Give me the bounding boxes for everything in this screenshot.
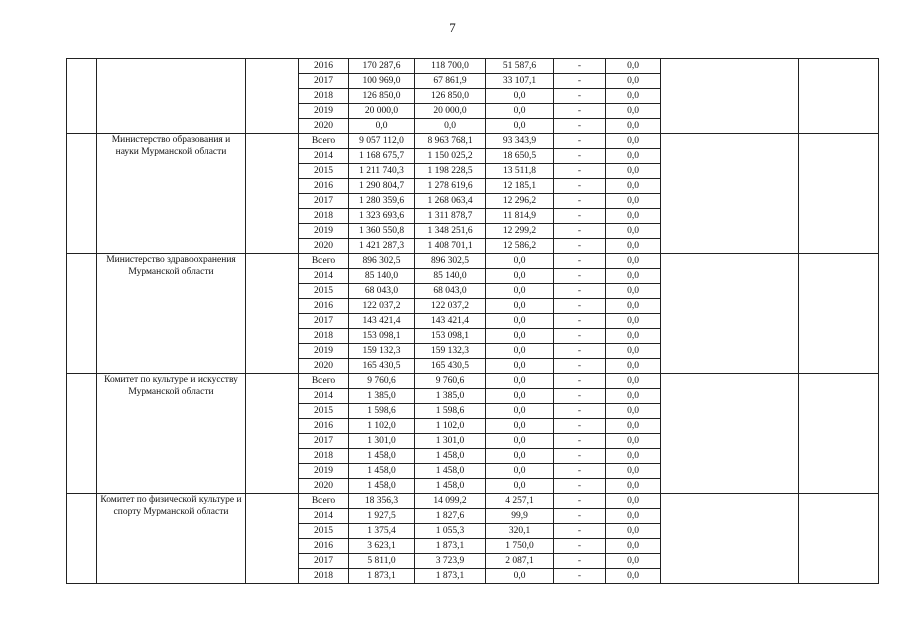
table-row	[67, 134, 879, 149]
other-sources-cell: 0,0	[606, 119, 661, 134]
year-cell: 2017	[299, 74, 349, 89]
regional-budget-cell: 85 140,0	[415, 269, 486, 284]
source-cell	[246, 494, 299, 584]
other-sources-cell: 0,0	[606, 539, 661, 554]
federal-budget-cell: 0,0	[486, 269, 554, 284]
federal-budget-cell: 0,0	[486, 374, 554, 389]
federal-budget-cell: 0,0	[486, 479, 554, 494]
regional-budget-cell: 1 102,0	[415, 419, 486, 434]
federal-budget-cell: 0,0	[486, 569, 554, 584]
regional-budget-cell: 68 043,0	[415, 284, 486, 299]
regional-budget-cell: 1 348 251,6	[415, 224, 486, 239]
total-cell: 1 927,5	[349, 509, 415, 524]
year-cell: 2014	[299, 149, 349, 164]
local-budget-cell: -	[554, 254, 606, 269]
other-sources-cell: 0,0	[606, 314, 661, 329]
federal-budget-cell: 12 185,1	[486, 179, 554, 194]
page-number: 7	[449, 20, 456, 35]
other-sources-cell: 0,0	[606, 269, 661, 284]
total-cell: 170 287,6	[349, 59, 415, 74]
federal-budget-cell: 33 107,1	[486, 74, 554, 89]
year-cell: 2016	[299, 59, 349, 74]
federal-budget-cell: 0,0	[486, 464, 554, 479]
local-budget-cell: -	[554, 59, 606, 74]
total-cell: 1 360 550,8	[349, 224, 415, 239]
other-sources-cell: 0,0	[606, 569, 661, 584]
federal-budget-cell: 0,0	[486, 284, 554, 299]
local-budget-cell: -	[554, 299, 606, 314]
federal-budget-cell: 99,9	[486, 509, 554, 524]
regional-budget-cell: 14 099,2	[415, 494, 486, 509]
regional-budget-cell: 1 873,1	[415, 569, 486, 584]
year-cell: 2017	[299, 554, 349, 569]
other-sources-cell: 0,0	[606, 509, 661, 524]
year-cell: 2016	[299, 299, 349, 314]
result-cell	[799, 494, 879, 584]
executor-name-cell: Министерство образования и науки Мурманской области	[97, 134, 246, 254]
regional-budget-cell: 1 458,0	[415, 464, 486, 479]
federal-budget-cell: 0,0	[486, 299, 554, 314]
regional-budget-cell: 1 598,6	[415, 404, 486, 419]
federal-budget-cell: 0,0	[486, 254, 554, 269]
year-cell: 2015	[299, 524, 349, 539]
other-sources-cell: 0,0	[606, 104, 661, 119]
total-cell: 18 356,3	[349, 494, 415, 509]
regional-budget-cell: 1 458,0	[415, 449, 486, 464]
regional-budget-cell: 1 301,0	[415, 434, 486, 449]
table-row	[67, 374, 879, 389]
federal-budget-cell: 4 257,1	[486, 494, 554, 509]
other-sources-cell: 0,0	[606, 74, 661, 89]
year-cell: 2018	[299, 569, 349, 584]
local-budget-cell: -	[554, 479, 606, 494]
table-row	[67, 59, 879, 74]
source-cell	[246, 134, 299, 254]
total-cell: 68 043,0	[349, 284, 415, 299]
table-row	[67, 494, 879, 509]
other-sources-cell: 0,0	[606, 374, 661, 389]
result-cell	[799, 134, 879, 254]
local-budget-cell: -	[554, 89, 606, 104]
local-budget-cell: -	[554, 569, 606, 584]
total-cell: 1 375,4	[349, 524, 415, 539]
indicator-cell	[661, 254, 799, 374]
result-cell	[799, 374, 879, 494]
local-budget-cell: -	[554, 449, 606, 464]
federal-budget-cell: 51 587,6	[486, 59, 554, 74]
row-number-cell	[67, 134, 97, 254]
local-budget-cell: -	[554, 374, 606, 389]
federal-budget-cell: 0,0	[486, 89, 554, 104]
other-sources-cell: 0,0	[606, 254, 661, 269]
total-cell: 153 098,1	[349, 329, 415, 344]
other-sources-cell: 0,0	[606, 344, 661, 359]
executor-name-cell: Комитет по физической культуре и спорту Мурманской области	[97, 494, 246, 584]
total-cell: 159 132,3	[349, 344, 415, 359]
year-cell: 2014	[299, 269, 349, 284]
total-cell: 20 000,0	[349, 104, 415, 119]
local-budget-cell: -	[554, 494, 606, 509]
total-cell: 1 290 804,7	[349, 179, 415, 194]
federal-budget-cell: 18 650,5	[486, 149, 554, 164]
total-cell: 85 140,0	[349, 269, 415, 284]
federal-budget-cell: 12 296,2	[486, 194, 554, 209]
regional-budget-cell: 165 430,5	[415, 359, 486, 374]
other-sources-cell: 0,0	[606, 359, 661, 374]
regional-budget-cell: 1 408 701,1	[415, 239, 486, 254]
year-cell: 2015	[299, 284, 349, 299]
federal-budget-cell: 1 750,0	[486, 539, 554, 554]
other-sources-cell: 0,0	[606, 164, 661, 179]
year-cell: Всего	[299, 254, 349, 269]
federal-budget-cell: 2 087,1	[486, 554, 554, 569]
row-number-cell	[67, 374, 97, 494]
year-cell: 2020	[299, 119, 349, 134]
regional-budget-cell: 1 055,3	[415, 524, 486, 539]
year-cell: 2015	[299, 404, 349, 419]
federal-budget-cell: 12 299,2	[486, 224, 554, 239]
executor-name-cell: Комитет по культуре и искусству Мурманской области	[97, 374, 246, 494]
other-sources-cell: 0,0	[606, 494, 661, 509]
other-sources-cell: 0,0	[606, 284, 661, 299]
other-sources-cell: 0,0	[606, 299, 661, 314]
regional-budget-cell: 1 873,1	[415, 539, 486, 554]
local-budget-cell: -	[554, 434, 606, 449]
year-cell: 2020	[299, 239, 349, 254]
regional-budget-cell: 153 098,1	[415, 329, 486, 344]
regional-budget-cell: 20 000,0	[415, 104, 486, 119]
federal-budget-cell: 0,0	[486, 344, 554, 359]
total-cell: 143 421,4	[349, 314, 415, 329]
other-sources-cell: 0,0	[606, 434, 661, 449]
other-sources-cell: 0,0	[606, 464, 661, 479]
total-cell: 1 598,6	[349, 404, 415, 419]
total-cell: 1 458,0	[349, 449, 415, 464]
total-cell: 1 458,0	[349, 479, 415, 494]
regional-budget-cell: 1 827,6	[415, 509, 486, 524]
federal-budget-cell: 0,0	[486, 419, 554, 434]
federal-budget-cell: 320,1	[486, 524, 554, 539]
regional-budget-cell: 896 302,5	[415, 254, 486, 269]
row-number-cell	[67, 59, 97, 134]
local-budget-cell: -	[554, 194, 606, 209]
local-budget-cell: -	[554, 524, 606, 539]
row-number-cell	[67, 254, 97, 374]
year-cell: 2019	[299, 224, 349, 239]
local-budget-cell: -	[554, 74, 606, 89]
year-cell: Всего	[299, 494, 349, 509]
total-cell: 1 168 675,7	[349, 149, 415, 164]
other-sources-cell: 0,0	[606, 329, 661, 344]
total-cell: 1 421 287,3	[349, 239, 415, 254]
federal-budget-cell: 0,0	[486, 314, 554, 329]
total-cell: 0,0	[349, 119, 415, 134]
local-budget-cell: -	[554, 149, 606, 164]
total-cell: 1 102,0	[349, 419, 415, 434]
source-cell	[246, 254, 299, 374]
year-cell: 2020	[299, 359, 349, 374]
other-sources-cell: 0,0	[606, 179, 661, 194]
indicator-cell	[661, 494, 799, 584]
regional-budget-cell: 1 311 878,7	[415, 209, 486, 224]
local-budget-cell: -	[554, 329, 606, 344]
federal-budget-cell: 0,0	[486, 104, 554, 119]
other-sources-cell: 0,0	[606, 209, 661, 224]
indicator-cell	[661, 374, 799, 494]
regional-budget-cell: 1 268 063,4	[415, 194, 486, 209]
other-sources-cell: 0,0	[606, 524, 661, 539]
total-cell: 1 301,0	[349, 434, 415, 449]
row-number-cell	[67, 494, 97, 584]
total-cell: 1 385,0	[349, 389, 415, 404]
year-cell: Всего	[299, 134, 349, 149]
regional-budget-cell: 9 760,6	[415, 374, 486, 389]
local-budget-cell: -	[554, 389, 606, 404]
federal-budget-cell: 0,0	[486, 119, 554, 134]
executor-name-cell: Министерство здравоохранения Мурманской области	[97, 254, 246, 374]
year-cell: 2016	[299, 539, 349, 554]
regional-budget-cell: 3 723,9	[415, 554, 486, 569]
local-budget-cell: -	[554, 179, 606, 194]
regional-budget-cell: 118 700,0	[415, 59, 486, 74]
other-sources-cell: 0,0	[606, 89, 661, 104]
other-sources-cell: 0,0	[606, 194, 661, 209]
regional-budget-cell: 159 132,3	[415, 344, 486, 359]
source-cell	[246, 374, 299, 494]
total-cell: 122 037,2	[349, 299, 415, 314]
year-cell: 2018	[299, 209, 349, 224]
local-budget-cell: -	[554, 554, 606, 569]
year-cell: 2020	[299, 479, 349, 494]
local-budget-cell: -	[554, 119, 606, 134]
local-budget-cell: -	[554, 224, 606, 239]
year-cell: 2015	[299, 164, 349, 179]
budget-table-body	[67, 59, 879, 584]
regional-budget-cell: 67 861,9	[415, 74, 486, 89]
federal-budget-cell: 0,0	[486, 389, 554, 404]
other-sources-cell: 0,0	[606, 59, 661, 74]
regional-budget-cell: 143 421,4	[415, 314, 486, 329]
local-budget-cell: -	[554, 164, 606, 179]
year-cell: 2014	[299, 389, 349, 404]
regional-budget-cell: 0,0	[415, 119, 486, 134]
other-sources-cell: 0,0	[606, 554, 661, 569]
total-cell: 100 969,0	[349, 74, 415, 89]
federal-budget-cell: 11 814,9	[486, 209, 554, 224]
local-budget-cell: -	[554, 539, 606, 554]
federal-budget-cell: 93 343,9	[486, 134, 554, 149]
other-sources-cell: 0,0	[606, 134, 661, 149]
year-cell: 2018	[299, 329, 349, 344]
year-cell: 2016	[299, 419, 349, 434]
year-cell: 2016	[299, 179, 349, 194]
federal-budget-cell: 0,0	[486, 404, 554, 419]
executor-name-cell	[97, 59, 246, 134]
total-cell: 1 211 740,3	[349, 164, 415, 179]
total-cell: 896 302,5	[349, 254, 415, 269]
regional-budget-cell: 1 385,0	[415, 389, 486, 404]
local-budget-cell: -	[554, 359, 606, 374]
year-cell: Всего	[299, 374, 349, 389]
regional-budget-cell: 1 278 619,6	[415, 179, 486, 194]
total-cell: 9 057 112,0	[349, 134, 415, 149]
regional-budget-cell: 122 037,2	[415, 299, 486, 314]
other-sources-cell: 0,0	[606, 419, 661, 434]
total-cell: 9 760,6	[349, 374, 415, 389]
indicator-cell	[661, 134, 799, 254]
budget-table	[66, 58, 879, 584]
local-budget-cell: -	[554, 419, 606, 434]
regional-budget-cell: 1 458,0	[415, 479, 486, 494]
total-cell: 165 430,5	[349, 359, 415, 374]
regional-budget-cell: 1 150 025,2	[415, 149, 486, 164]
total-cell: 1 873,1	[349, 569, 415, 584]
local-budget-cell: -	[554, 404, 606, 419]
other-sources-cell: 0,0	[606, 149, 661, 164]
other-sources-cell: 0,0	[606, 479, 661, 494]
local-budget-cell: -	[554, 314, 606, 329]
indicator-cell	[661, 59, 799, 134]
year-cell: 2014	[299, 509, 349, 524]
table-row	[67, 254, 879, 269]
federal-budget-cell: 13 511,8	[486, 164, 554, 179]
source-cell	[246, 59, 299, 134]
regional-budget-cell: 126 850,0	[415, 89, 486, 104]
regional-budget-cell: 1 198 228,5	[415, 164, 486, 179]
other-sources-cell: 0,0	[606, 449, 661, 464]
total-cell: 1 458,0	[349, 464, 415, 479]
year-cell: 2017	[299, 434, 349, 449]
other-sources-cell: 0,0	[606, 404, 661, 419]
other-sources-cell: 0,0	[606, 239, 661, 254]
total-cell: 126 850,0	[349, 89, 415, 104]
year-cell: 2019	[299, 104, 349, 119]
result-cell	[799, 59, 879, 134]
year-cell: 2019	[299, 464, 349, 479]
local-budget-cell: -	[554, 509, 606, 524]
local-budget-cell: -	[554, 239, 606, 254]
total-cell: 3 623,1	[349, 539, 415, 554]
local-budget-cell: -	[554, 344, 606, 359]
local-budget-cell: -	[554, 134, 606, 149]
local-budget-cell: -	[554, 269, 606, 284]
federal-budget-cell: 0,0	[486, 329, 554, 344]
local-budget-cell: -	[554, 209, 606, 224]
other-sources-cell: 0,0	[606, 224, 661, 239]
total-cell: 5 811,0	[349, 554, 415, 569]
federal-budget-cell: 0,0	[486, 449, 554, 464]
regional-budget-cell: 8 963 768,1	[415, 134, 486, 149]
federal-budget-cell: 0,0	[486, 434, 554, 449]
total-cell: 1 280 359,6	[349, 194, 415, 209]
other-sources-cell: 0,0	[606, 389, 661, 404]
year-cell: 2017	[299, 194, 349, 209]
local-budget-cell: -	[554, 104, 606, 119]
year-cell: 2019	[299, 344, 349, 359]
federal-budget-cell: 0,0	[486, 359, 554, 374]
local-budget-cell: -	[554, 464, 606, 479]
federal-budget-cell: 12 586,2	[486, 239, 554, 254]
year-cell: 2018	[299, 449, 349, 464]
total-cell: 1 323 693,6	[349, 209, 415, 224]
year-cell: 2018	[299, 89, 349, 104]
result-cell	[799, 254, 879, 374]
year-cell: 2017	[299, 314, 349, 329]
local-budget-cell: -	[554, 284, 606, 299]
